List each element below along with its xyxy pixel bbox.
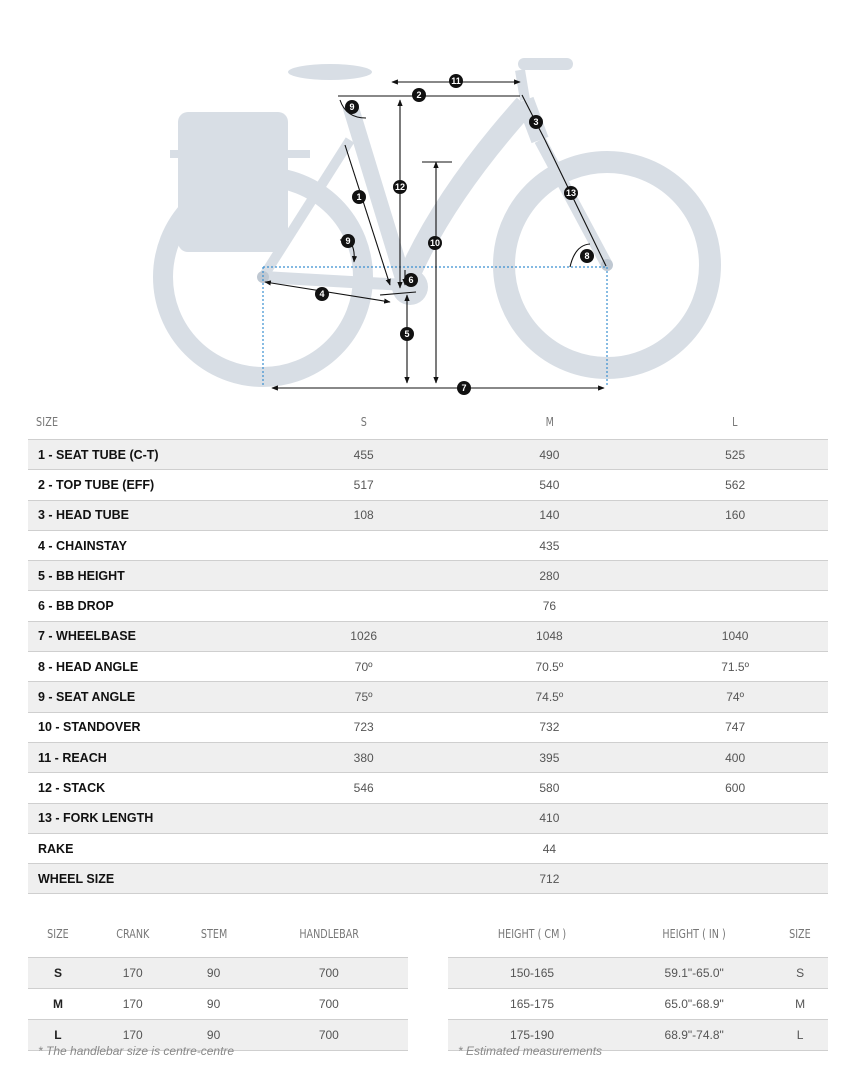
rear-rack: [170, 150, 310, 158]
components-header-row: [28, 910, 408, 958]
table-row: [28, 530, 828, 560]
rider-sizing-table: [448, 910, 828, 1051]
height-in-cell: 68.9"-74.8": [616, 1020, 772, 1051]
measurement-label: 3 - HEAD TUBE: [28, 500, 271, 530]
crank-cell: 170: [88, 958, 178, 989]
size-s-header: S: [289, 405, 438, 440]
svg-text:4: 4: [319, 289, 325, 299]
measurement-value: 455: [271, 440, 457, 470]
table-row: [28, 470, 828, 500]
measurement-value: 410: [271, 803, 828, 833]
measurement-label: 2 - TOP TUBE (EFF): [28, 470, 271, 500]
measurement-value: 490: [457, 440, 643, 470]
table-row: [28, 833, 828, 863]
saddle: [288, 64, 372, 80]
table-row: [28, 682, 828, 712]
stem-cell: 90: [178, 958, 250, 989]
table-row: [28, 561, 828, 591]
measurement-value: 44: [271, 833, 828, 863]
measurement-label: 12 - STACK: [28, 773, 271, 803]
measurement-value: 71.5º: [642, 652, 828, 682]
marker-12: [393, 180, 407, 194]
marker-1: [352, 190, 366, 204]
handlebar: [518, 58, 573, 70]
components-table: [28, 910, 408, 1051]
components-size-header: SIZE: [34, 910, 82, 958]
marker-3: [529, 115, 543, 129]
measurement-label: 6 - BB DROP: [28, 591, 271, 621]
measurement-value: 76: [271, 591, 828, 621]
svg-text:7: 7: [461, 383, 467, 393]
measurement-value: 395: [457, 742, 643, 772]
size-cell: M: [772, 989, 828, 1020]
height-cm-cell: 165-175: [448, 989, 616, 1020]
marker-8: [580, 249, 594, 263]
measurement-value: 1026: [271, 621, 457, 651]
crank-cell: 170: [88, 1020, 178, 1051]
table-row: [28, 803, 828, 833]
pannier-bag: [178, 112, 288, 252]
measurement-value: 75º: [271, 682, 457, 712]
geometry-table: [28, 405, 828, 894]
measurement-value: 70º: [271, 652, 457, 682]
measurement-value: 525: [642, 440, 828, 470]
marker-7: [457, 381, 471, 395]
measurement-value: 723: [271, 712, 457, 742]
measurement-label: 1 - SEAT TUBE (C-T): [28, 440, 271, 470]
svg-text:9: 9: [349, 102, 355, 112]
table-row: [28, 500, 828, 530]
measurement-value: 540: [457, 470, 643, 500]
measurement-value: 562: [642, 470, 828, 500]
measurement-value: 1048: [457, 621, 643, 651]
marker-5: [400, 327, 414, 341]
table-row: [28, 742, 828, 772]
measurement-label: RAKE: [28, 833, 271, 863]
table-row: [28, 440, 828, 470]
table-row: [448, 958, 828, 989]
svg-text:5: 5: [404, 329, 410, 339]
height-in-cell: 59.1"-65.0": [616, 958, 772, 989]
measurement-value: 712: [271, 864, 828, 894]
handlebar-cell: 700: [250, 1020, 408, 1051]
svg-text:3: 3: [533, 117, 539, 127]
handlebar-cell: 700: [250, 958, 408, 989]
table-row: [28, 864, 828, 894]
measurement-value: 517: [271, 470, 457, 500]
measurement-value: 70.5º: [457, 652, 643, 682]
table-row: [28, 773, 828, 803]
height-in-header: HEIGHT ( IN ): [632, 910, 757, 958]
table-row: [28, 621, 828, 651]
height-in-cell: 65.0"-68.9": [616, 989, 772, 1020]
marker-4: [315, 287, 329, 301]
table-row: [28, 958, 408, 989]
measurement-label: 5 - BB HEIGHT: [28, 561, 271, 591]
table-row: [28, 712, 828, 742]
measurement-value: 435: [271, 530, 828, 560]
stem-cell: 90: [178, 989, 250, 1020]
svg-text:6: 6: [408, 275, 414, 285]
svg-text:2: 2: [416, 90, 422, 100]
svg-text:11: 11: [451, 76, 461, 86]
handlebar-header: HANDLEBAR: [266, 910, 393, 958]
measurement-label: 11 - REACH: [28, 742, 271, 772]
height-cm-cell: 175-190: [448, 1020, 616, 1051]
svg-text:1: 1: [356, 192, 362, 202]
size-cell: L: [28, 1020, 88, 1051]
measurement-label: 8 - HEAD ANGLE: [28, 652, 271, 682]
measurement-value: 732: [457, 712, 643, 742]
svg-text:8: 8: [584, 251, 590, 261]
measurement-value: 380: [271, 742, 457, 772]
size-cell: S: [772, 958, 828, 989]
height-cm-header: HEIGHT ( CM ): [465, 910, 599, 958]
marker-11: [449, 74, 463, 88]
svg-text:9: 9: [345, 236, 351, 246]
measurement-value: 74.5º: [457, 682, 643, 712]
marker-10: [428, 236, 442, 250]
svg-text:13: 13: [565, 188, 577, 198]
measurement-label: 13 - FORK LENGTH: [28, 803, 271, 833]
table-row: [28, 591, 828, 621]
height-cm-cell: 150-165: [448, 958, 616, 989]
sizing-size-header: SIZE: [778, 910, 823, 958]
bike-geometry-diagram: [0, 0, 856, 400]
size-cell: S: [28, 958, 88, 989]
handlebar-cell: 700: [250, 989, 408, 1020]
measurement-value: 74º: [642, 682, 828, 712]
sizing-header-row: [448, 910, 828, 958]
svg-text:10: 10: [429, 238, 441, 248]
measurement-value: 1040: [642, 621, 828, 651]
size-cell: L: [772, 1020, 828, 1051]
crank-header: CRANK: [97, 910, 169, 958]
measurement-value: 160: [642, 500, 828, 530]
stem-header: STEM: [185, 910, 243, 958]
geometry-header-row: [28, 405, 828, 440]
size-m-header: M: [475, 405, 624, 440]
handlebar-note: * The handlebar size is centre-centre: [38, 1044, 235, 1058]
table-row: [28, 652, 828, 682]
measurement-label: WHEEL SIZE: [28, 864, 271, 894]
marker-9-seat: [345, 100, 359, 114]
measurement-value: 108: [271, 500, 457, 530]
marker-2: [412, 88, 426, 102]
measurement-label: 4 - CHAINSTAY: [28, 530, 271, 560]
estimate-note: * Estimated measurements: [458, 1044, 603, 1058]
marker-9-low: [341, 234, 355, 248]
size-header: SIZE: [28, 405, 222, 440]
measurement-value: 280: [271, 561, 828, 591]
measurement-label: 10 - STANDOVER: [28, 712, 271, 742]
size-cell: M: [28, 989, 88, 1020]
table-row: [28, 989, 408, 1020]
measurement-value: 580: [457, 773, 643, 803]
stem-cell: 90: [178, 1020, 250, 1051]
svg-text:12: 12: [394, 182, 406, 192]
table-row: [448, 989, 828, 1020]
measurement-value: 140: [457, 500, 643, 530]
measurement-label: 9 - SEAT ANGLE: [28, 682, 271, 712]
measurement-value: 546: [271, 773, 457, 803]
measurement-value: 600: [642, 773, 828, 803]
size-l-header: L: [661, 405, 810, 440]
measurement-value: 400: [642, 742, 828, 772]
measurement-value: 747: [642, 712, 828, 742]
marker-13: [564, 186, 578, 200]
measurement-label: 7 - WHEELBASE: [28, 621, 271, 651]
crank-cell: 170: [88, 989, 178, 1020]
marker-6: [404, 273, 418, 287]
